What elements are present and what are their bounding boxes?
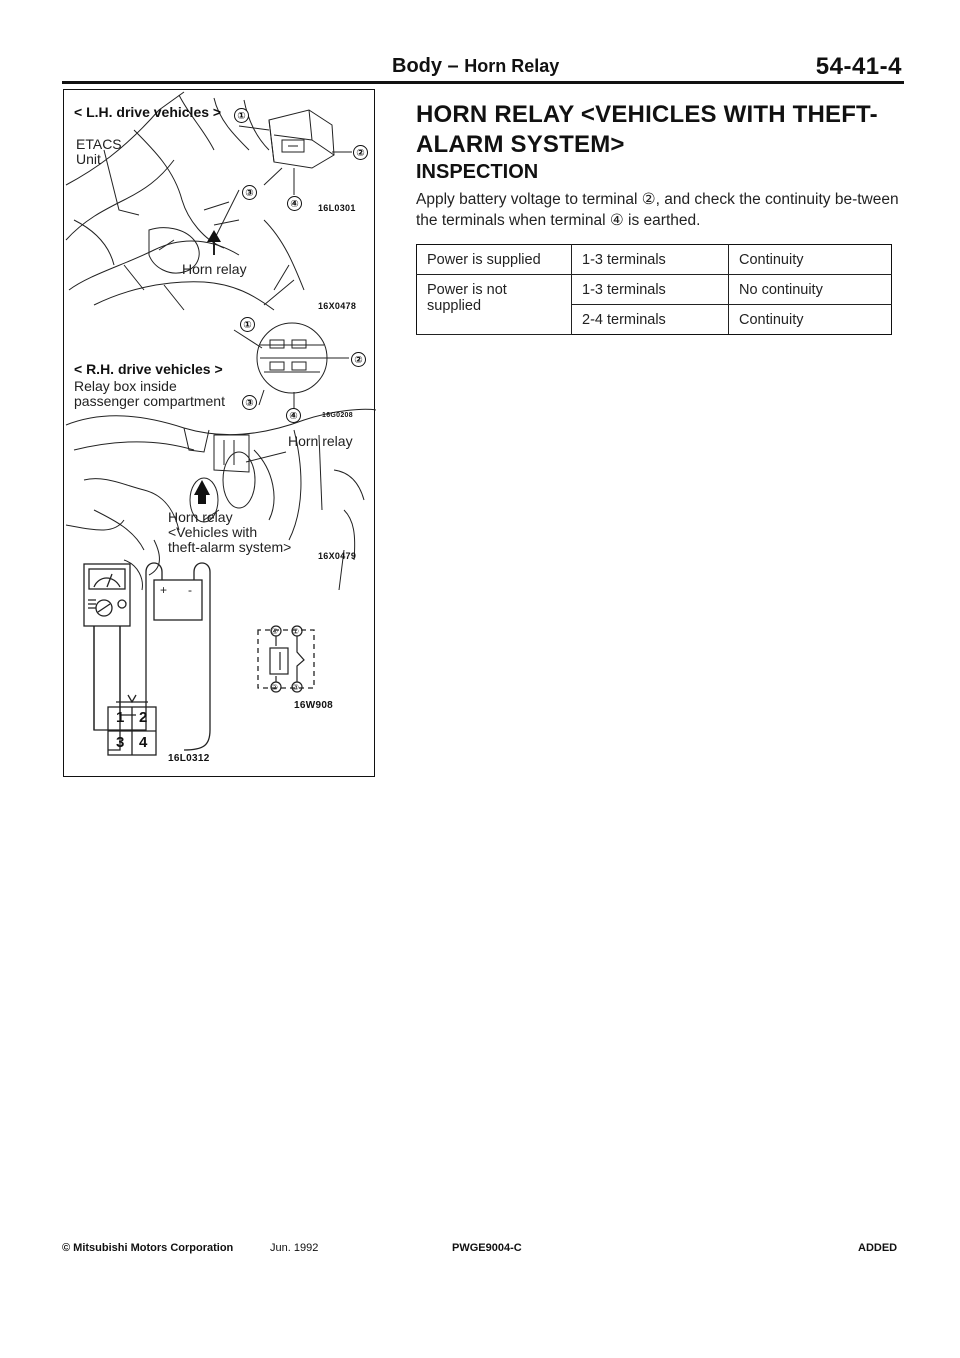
terminal-4-mark-rh: ④ — [286, 408, 301, 423]
footer-status: ADDED — [858, 1242, 898, 1254]
horn-relay-label-4: <Vehicles with — [168, 524, 258, 540]
header-rule — [62, 81, 904, 84]
connector-pin-1: 1 — [116, 709, 125, 726]
schem-terminal-4: ④ — [271, 627, 279, 636]
table-row — [417, 245, 892, 275]
footer-copyright: © Mitsubishi Motors Corporation — [62, 1242, 234, 1254]
header-title — [392, 55, 559, 78]
terminal-1-mark-rh: ① — [240, 317, 255, 332]
continuity-table — [416, 244, 892, 335]
table-cell: Power is supplied — [417, 245, 572, 275]
table-cell: Continuity — [729, 245, 892, 275]
figure-code-4: 16X0479 — [318, 551, 357, 561]
table-row — [417, 275, 892, 305]
figure-code-5: 16W908 — [294, 700, 334, 711]
connector-pin-2: 2 — [139, 709, 148, 726]
etacs-label-2: Unit — [76, 151, 101, 167]
schem-terminal-3: ③ — [292, 683, 300, 692]
horn-relay-label-1: Horn relay — [182, 261, 247, 277]
rh-drive-title: < R.H. drive vehicles > — [74, 361, 223, 377]
table-cell: Power is not supplied — [417, 275, 572, 335]
horn-relay-label-5: theft-alarm system> — [168, 539, 292, 555]
terminal-3-mark: ③ — [242, 185, 257, 200]
header-section: Body – — [392, 55, 459, 77]
horn-relay-label-2: Horn relay — [288, 433, 353, 449]
inspection-instruction: Apply battery voltage to terminal ②, and check the continuity be-tween the terminals when terminal ④ is earthed. — [416, 191, 899, 229]
terminal-2-mark: ② — [353, 145, 368, 160]
relay-box-label-2: passenger compartment — [74, 393, 225, 409]
relay-box-label-1: Relay box inside — [74, 378, 177, 394]
terminal-4-mark: ④ — [287, 196, 302, 211]
connector-pin-3: 3 — [116, 734, 125, 751]
footer-doc-code: PWGE9004-C — [452, 1242, 522, 1254]
figure-code-3: 16G0208 — [322, 412, 353, 419]
table-cell: Continuity — [729, 305, 892, 335]
inspection-heading: INSPECTION — [416, 161, 539, 183]
schem-terminal-2: ② — [271, 683, 279, 692]
figure-code-2: 16X0478 — [318, 301, 357, 311]
terminal-1-mark: ① — [234, 108, 249, 123]
table-cell: No continuity — [729, 275, 892, 305]
footer-date: Jun. 1992 — [270, 1242, 319, 1254]
figure-code-1: 16L0301 — [318, 203, 356, 213]
terminal-3-mark-rh: ③ — [242, 395, 257, 410]
header-topic: Horn Relay — [464, 56, 560, 76]
page-number: 54-41-4 — [815, 53, 902, 80]
figure-panel — [63, 89, 375, 777]
table-cell: 1-3 terminals — [572, 275, 729, 305]
battery-minus: - — [188, 583, 192, 597]
schem-terminal-1: ① — [292, 627, 300, 636]
figure-code-6: 16L0312 — [168, 753, 210, 764]
connector-pin-4: 4 — [139, 734, 148, 751]
main-heading: HORN RELAY <VEHICLES WITH THEFT-ALARM SYSTEM> — [416, 101, 878, 158]
terminal-2-mark-rh: ② — [351, 352, 366, 367]
etacs-label-1: ETACS — [76, 136, 122, 152]
battery-plus: + — [160, 583, 168, 597]
lh-drive-title: < L.H. drive vehicles > — [74, 104, 222, 120]
table-cell: 2-4 terminals — [572, 305, 729, 335]
horn-relay-label-3: Horn relay — [168, 509, 233, 525]
table-cell: 1-3 terminals — [572, 245, 729, 275]
